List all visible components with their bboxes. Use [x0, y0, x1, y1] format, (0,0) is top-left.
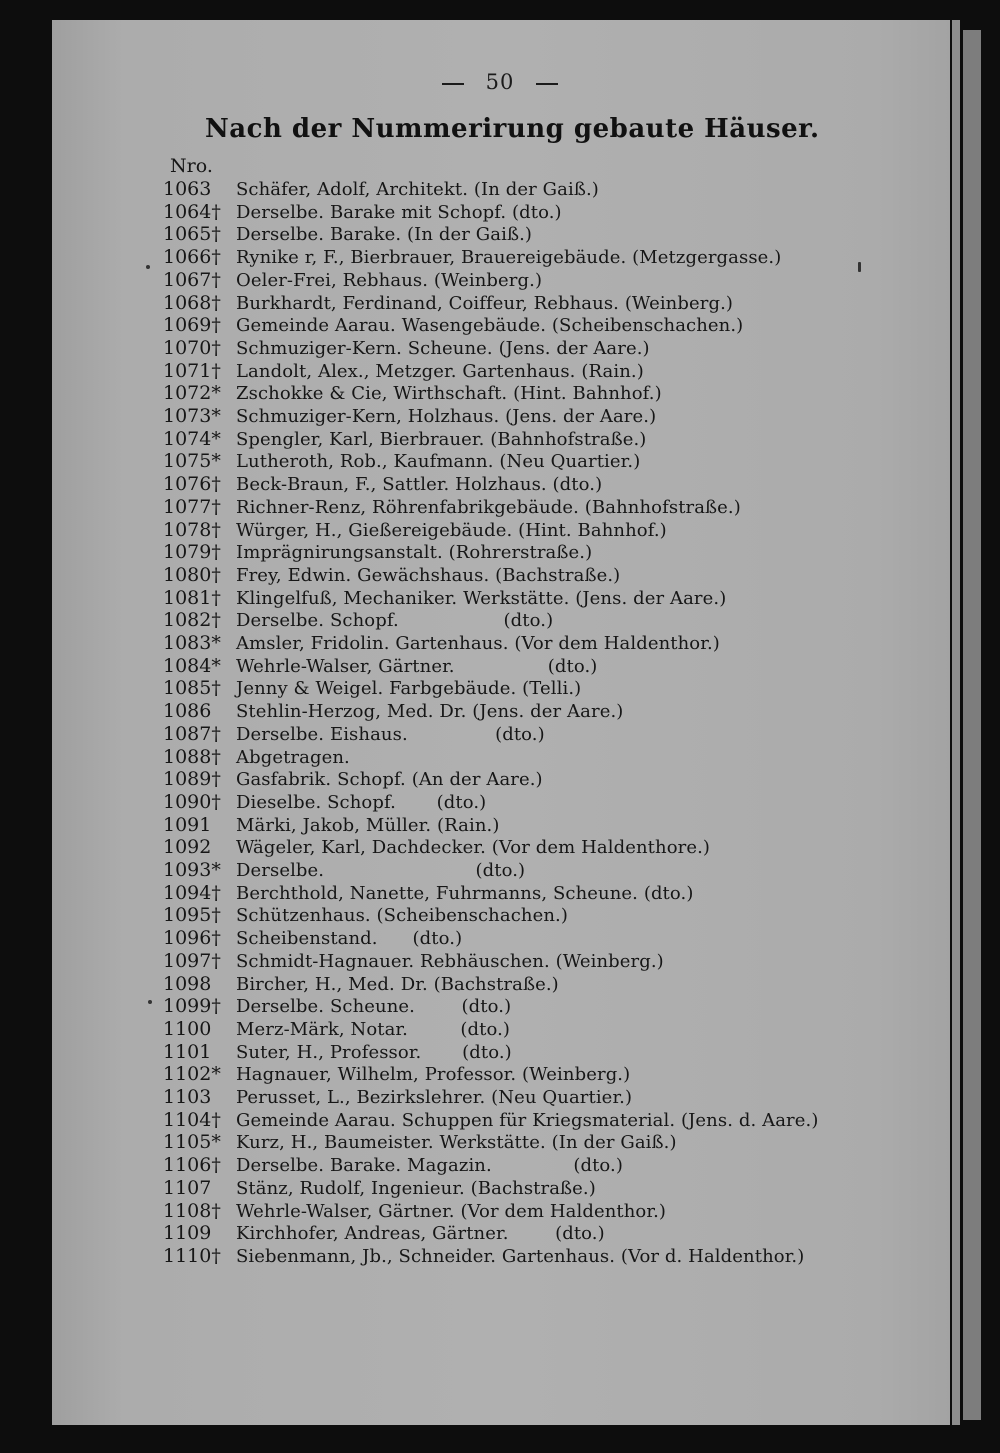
- entry-number: 1090†: [163, 790, 221, 813]
- entry-number: 1084*: [163, 654, 221, 677]
- entry-number: 1100: [163, 1017, 212, 1040]
- page-number: 50: [485, 70, 515, 94]
- entry-number: 1085†: [163, 677, 221, 700]
- entry-number: 1067†: [163, 268, 221, 291]
- dash-left: [442, 83, 464, 85]
- entry-text: Perusset, L., Bezirkslehrer. (Neu Quartier.): [236, 1087, 633, 1108]
- entry-text: Scheibenstand. (dto.): [236, 928, 463, 950]
- entry-text: Märki, Jakob, Müller. (Rain.): [236, 814, 500, 836]
- speck-mark: [148, 1000, 152, 1004]
- entry-number: 1088†: [163, 745, 221, 768]
- dash-right: [536, 83, 558, 85]
- entry-text: Derselbe. Schopf. (dto.): [236, 610, 554, 632]
- entry-number: 1108†: [163, 1199, 221, 1222]
- entry-number: 1071†: [163, 359, 221, 382]
- entry-text: Abgetragen.: [236, 746, 350, 768]
- entry-number: 1063: [163, 178, 212, 200]
- entry-number: 1097†: [163, 949, 221, 972]
- entry-text: Derselbe. (dto.): [236, 860, 526, 881]
- entry-number: 1083*: [163, 632, 221, 654]
- entry-number: 1103: [163, 1086, 212, 1108]
- entry-text: Stehlin-Herzog, Med. Dr. (Jens. der Aare.): [236, 701, 624, 723]
- entry-text: Spengler, Karl, Bierbrauer. (Bahnhofstraße.): [236, 428, 647, 450]
- entry-number: 1109: [163, 1222, 212, 1245]
- entry-text: Schmidt-Hagnauer. Rebhäuschen. (Weinberg.): [236, 950, 664, 972]
- page-edge-shadow: [963, 30, 981, 1420]
- entry-number: 1094†: [163, 881, 221, 904]
- entry-number: 1070†: [163, 336, 221, 359]
- speck-mark: [858, 262, 861, 272]
- entry-text: Klingelfuß, Mechaniker. Werkstätte. (Jens. der Aare.): [236, 587, 727, 609]
- entry-text: Wägeler, Karl, Dachdecker. (Vor dem Haldenthore.): [236, 837, 711, 859]
- entry-number: 1086: [163, 700, 212, 723]
- entry-text: Gasfabrik. Schopf. (An der Aare.): [236, 769, 543, 791]
- entry-number: 1069†: [163, 314, 221, 337]
- entry-number: 1102*: [163, 1063, 221, 1086]
- entry-number: 1082†: [163, 609, 221, 632]
- entry-text: Würger, H., Gießereigebäude. (Hint. Bahnhof.): [236, 519, 667, 541]
- entry-number: 1095†: [163, 904, 221, 927]
- entry-text: Gemeinde Aarau. Schuppen für Kriegsmaterial. (Jens. d. Aare.): [236, 1109, 819, 1131]
- entry-number: 1106†: [163, 1154, 221, 1177]
- entry-number: 1110†: [163, 1244, 221, 1267]
- entry-number: 1105*: [163, 1131, 221, 1154]
- page-edge: [952, 20, 960, 1425]
- entry-number: 1080†: [163, 563, 221, 586]
- entry-text: Schäfer, Adolf, Architekt. (In der Gaiß.): [236, 179, 599, 200]
- entry-text: Oeler-Frei, Rebhaus. (Weinberg.): [236, 269, 543, 291]
- entry-number: 1065†: [163, 223, 221, 246]
- entry-number: 1091: [163, 813, 212, 836]
- entry-text: Schmuziger-Kern, Holzhaus. (Jens. der Aare.): [236, 406, 657, 427]
- entry-text: Derselbe. Scheune. (dto.): [236, 996, 512, 1018]
- entry-number: 1079†: [163, 541, 221, 564]
- column-label: Nro.: [170, 155, 213, 177]
- entry-text: Dieselbe. Schopf. (dto.): [236, 791, 487, 813]
- entry-text: Kurz, H., Baumeister. Werkstätte. (In der Gaiß.): [236, 1132, 677, 1154]
- entry-text: Schmuziger-Kern. Scheune. (Jens. der Aare.): [236, 337, 650, 359]
- entry-number: 1074*: [163, 427, 221, 450]
- entry-number: 1107: [163, 1176, 212, 1199]
- page-number-line: [0, 70, 1000, 94]
- entry-text: Derselbe. Eishaus. (dto.): [236, 723, 545, 745]
- entry-number: 1101: [163, 1040, 212, 1063]
- entry-text: Hagnauer, Wilhelm, Professor. (Weinberg.): [236, 1064, 631, 1086]
- entry-text: Imprägnirungsanstalt. (Rohrerstraße.): [236, 542, 593, 564]
- entry-number: 1066†: [163, 246, 221, 269]
- entry-number: 1092: [163, 836, 212, 859]
- entry-text: Frey, Edwin. Gewächshaus. (Bachstraße.): [236, 564, 621, 586]
- entry-number: 1087†: [163, 722, 221, 745]
- entry-number: 1072*: [163, 382, 221, 405]
- entry-number: 1081†: [163, 586, 221, 609]
- entry-text: Derselbe. Barake mit Schopf. (dto.): [236, 201, 562, 223]
- entry-number: 1099†: [163, 995, 221, 1018]
- speck-mark: [146, 265, 150, 269]
- entry-number: 1076†: [163, 473, 221, 496]
- entry-text: Beck-Braun, F., Sattler. Holzhaus. (dto.): [236, 474, 603, 496]
- entry-number: 1077†: [163, 495, 221, 518]
- entry-text: Stänz, Rudolf, Ingenieur. (Bachstraße.): [236, 1177, 596, 1199]
- entry-text: Landolt, Alex., Metzger. Gartenhaus. (Rain.): [236, 360, 644, 382]
- entry-text: Burkhardt, Ferdinand, Coiffeur, Rebhaus. (Weinberg.): [236, 292, 734, 314]
- entry-number: 1078†: [163, 518, 221, 541]
- entry-text: Derselbe. Barake. Magazin. (dto.): [236, 1155, 623, 1177]
- entry-number: 1064†: [163, 200, 221, 223]
- entry-text: Lutheroth, Rob., Kaufmann. (Neu Quartier.): [236, 451, 641, 473]
- entry-number: 1089†: [163, 768, 221, 791]
- entry-number: 1096†: [163, 927, 221, 950]
- entry-text: Bircher, H., Med. Dr. (Bachstraße.): [236, 973, 559, 995]
- entry-number: 1093*: [163, 859, 221, 881]
- entry-text: Merz-Märk, Notar. (dto.): [236, 1018, 511, 1040]
- entry-number: 1068†: [163, 291, 221, 314]
- entry-text: Zschokke & Cie, Wirthschaft. (Hint. Bahnhof.): [236, 383, 662, 405]
- entry-text: Suter, H., Professor. (dto.): [236, 1041, 512, 1063]
- entry-text: Wehrle-Walser, Gärtner. (Vor dem Haldenthor.): [236, 1200, 667, 1222]
- entry-text: Rynike r, F., Bierbrauer, Brauereigebäude. (Metzgergasse.): [236, 247, 782, 269]
- entry-text: Richner-Renz, Röhrenfabrikgebäude. (Bahnhofstraße.): [236, 496, 741, 518]
- entry-text: Schützenhaus. (Scheibenschachen.): [236, 905, 568, 927]
- entry-text: Derselbe. Barake. (In der Gaiß.): [236, 224, 533, 246]
- entry-text: Jenny & Weigel. Farbgebäude. (Telli.): [236, 678, 582, 700]
- entry-text: Gemeinde Aarau. Wasengebäude. (Scheibenschachen.): [236, 315, 744, 337]
- entry-number: 1073*: [163, 405, 221, 427]
- entry-text: Kirchhofer, Andreas, Gärtner. (dto.): [236, 1223, 605, 1245]
- page-title: Nach der Nummerirung gebaute Häuser.: [205, 114, 820, 144]
- entry-text: Siebenmann, Jb., Schneider. Gartenhaus. (Vor d. Haldenthor.): [236, 1245, 805, 1267]
- entry-text: Amsler, Fridolin. Gartenhaus. (Vor dem Haldenthor.): [236, 633, 720, 654]
- entry-text: Wehrle-Walser, Gärtner. (dto.): [236, 655, 598, 677]
- entry-text: Berchthold, Nanette, Fuhrmanns, Scheune. (dto.): [236, 882, 694, 904]
- entry-number: 1075*: [163, 450, 221, 473]
- entry-number: 1104†: [163, 1108, 221, 1131]
- entry-number: 1098: [163, 972, 212, 995]
